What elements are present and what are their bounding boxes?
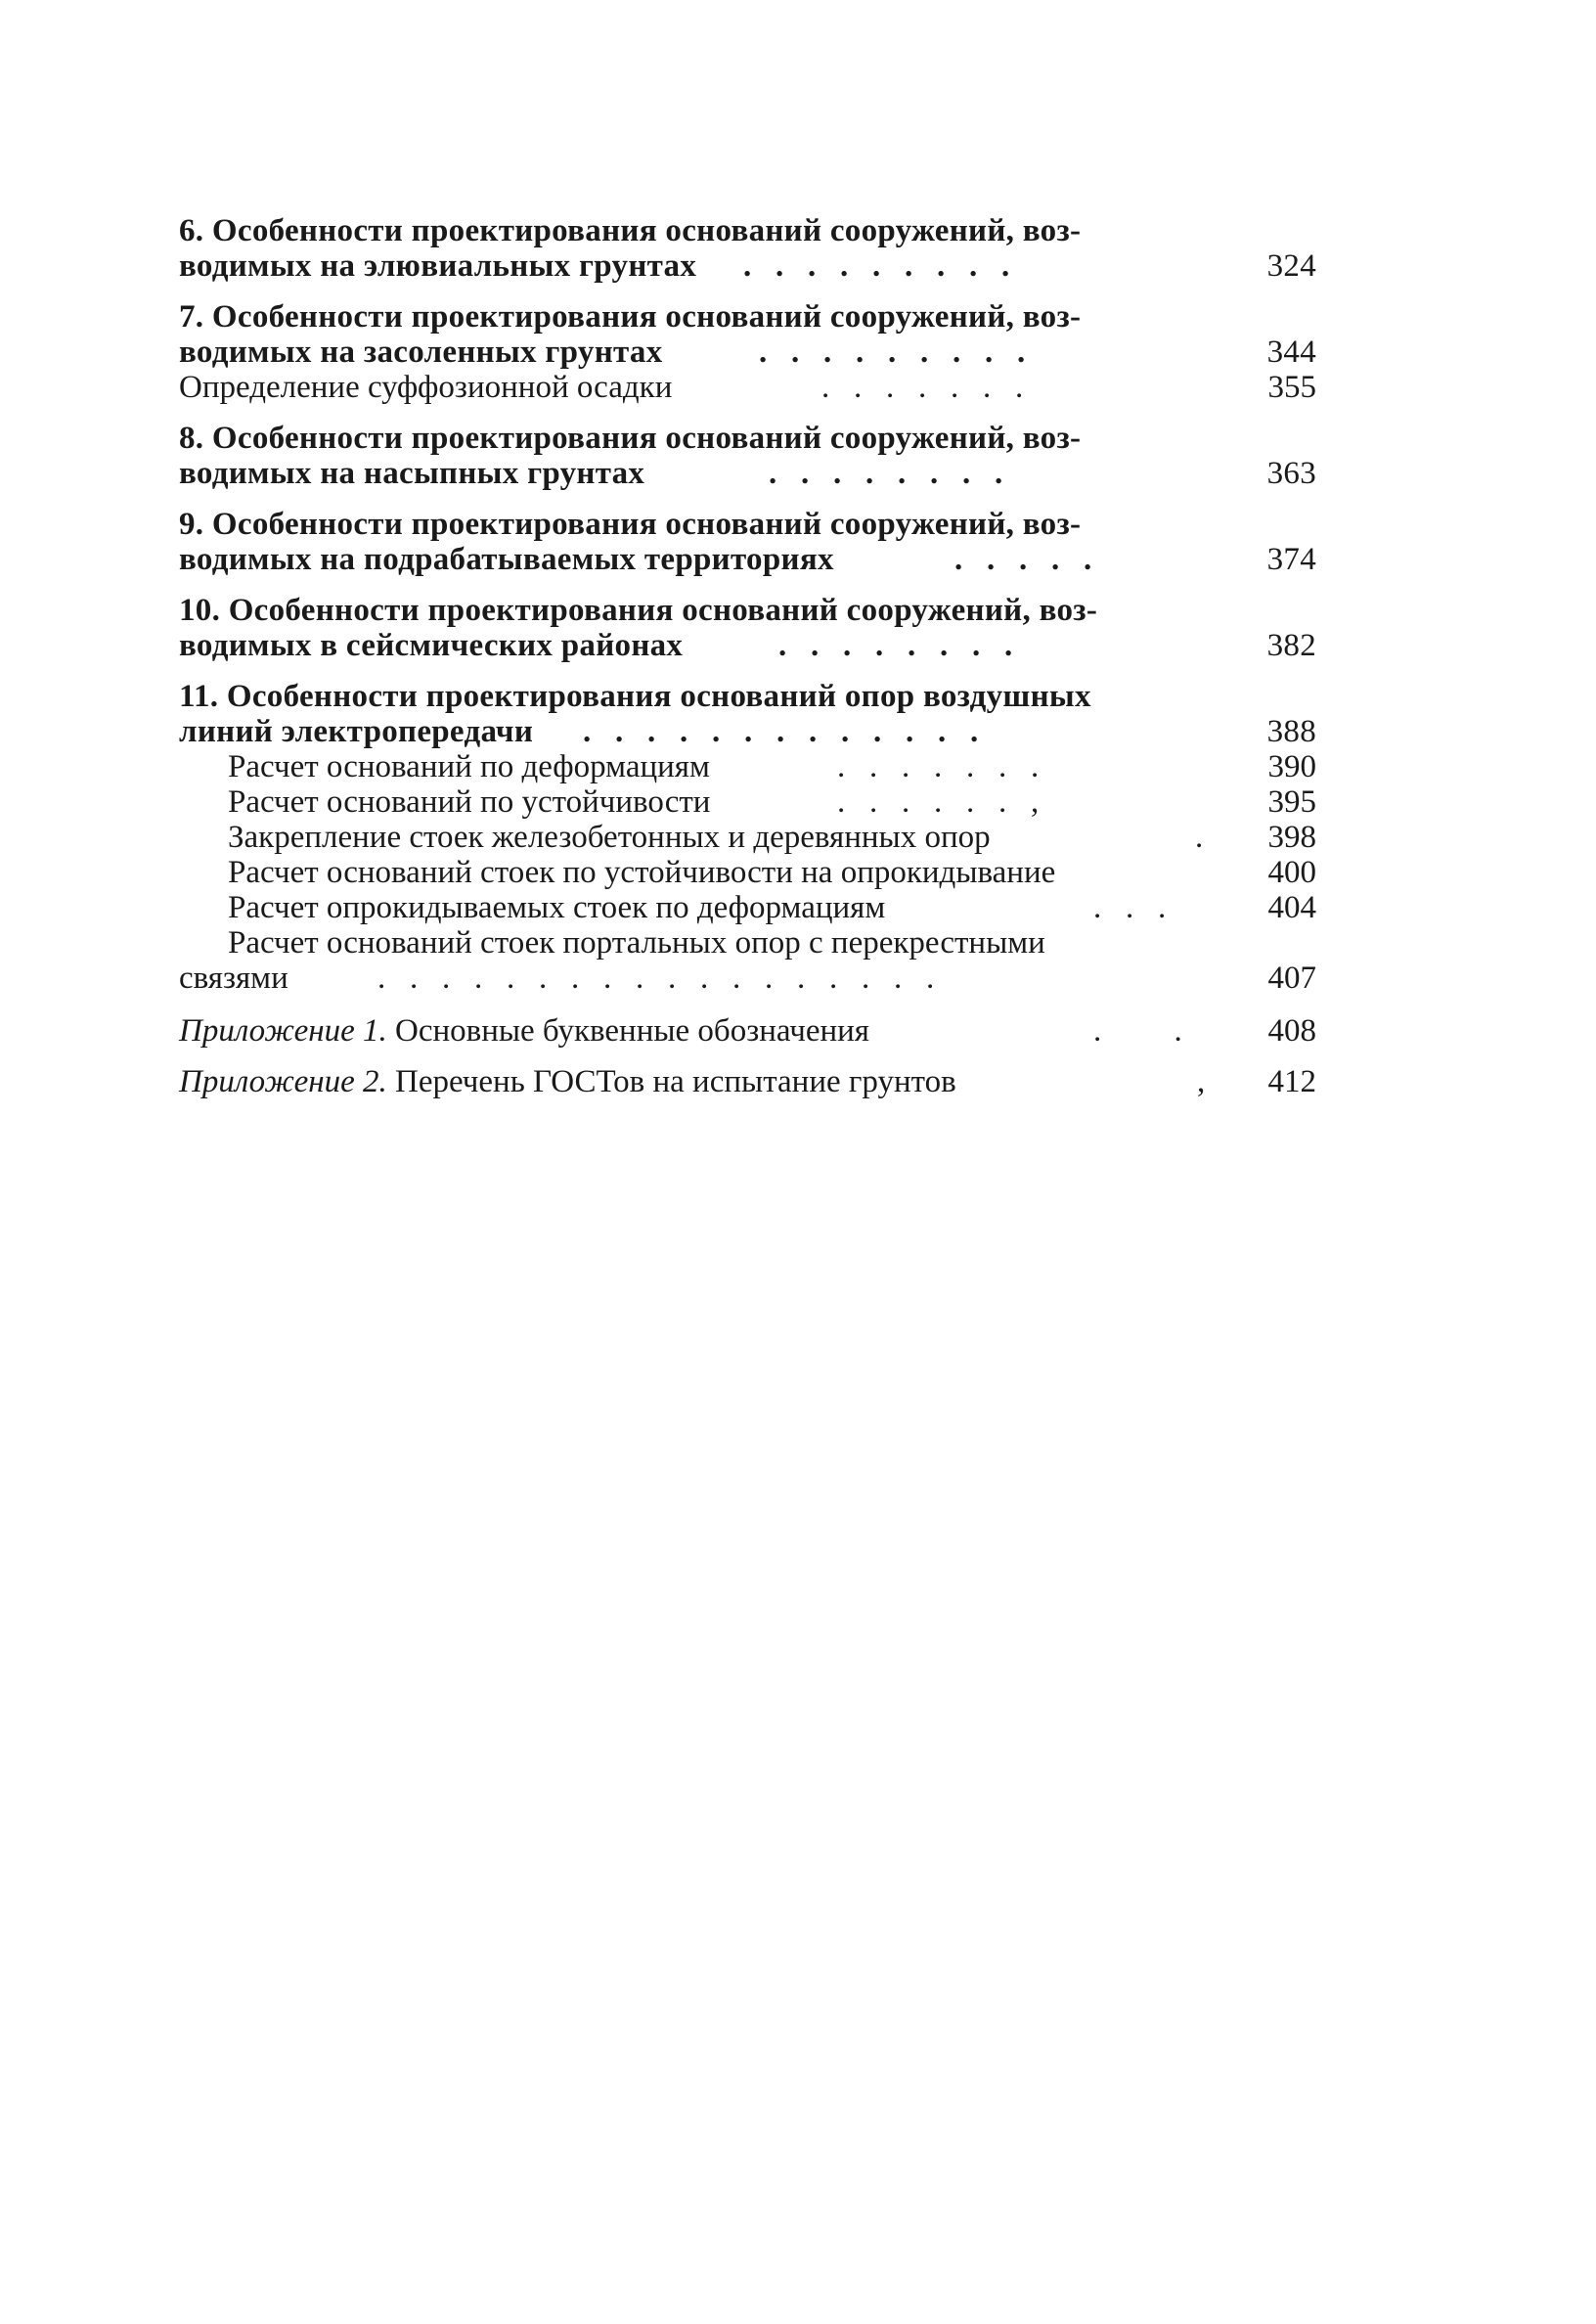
leader-dots: . . . . . . . . [778,628,1013,663]
leader-dots: . . . . . [954,542,1092,577]
toc-entry-title: 7. Особенности проектирования оснований сооружений, воз- [179,299,1082,335]
page-number: 374 [1266,542,1316,577]
leader-dots: . . . . . . , [837,784,1040,820]
toc-entry-title-cont: водимых в сейсмических районах [179,628,684,663]
appendix-title: Перечень ГОСТов на испытание грунтов [394,1064,956,1099]
leader-dots: . . . . . . . [821,370,1024,405]
page-number: 404 [1267,890,1316,925]
appendix-label: Приложение 1. [179,1013,387,1049]
page-number: 400 [1267,855,1316,890]
toc-entry-title-cont: водимых на насыпных грунтах [179,456,645,491]
appendix-entry [179,1064,956,1099]
toc-entry-title: 8. Особенности проектирования оснований сооружений, воз- [179,421,1082,456]
leader-dots: . . . . . . . . . [759,335,1026,370]
toc-entry-title: 9. Особенности проектирования оснований сооружений, воз- [179,507,1082,542]
page-number: 355 [1267,370,1316,405]
leader-dots: . . . . . . . [837,749,1040,784]
toc-entry-title-cont: линий электропередачи [179,714,534,749]
toc-subentry-title: Определение суффозионной осадки [179,370,673,405]
toc-entry-title: 10. Особенности проектирования оснований сооружений, воз- [179,593,1098,628]
toc-entry-title-cont: водимых на засоленных грунтах [179,335,663,370]
toc-subentry-title-cont: связями [179,961,288,996]
page-number: 390 [1267,749,1316,784]
page-number: 344 [1266,335,1316,370]
toc-entry-title: 11. Особенности проектирования оснований опор воздушных [179,679,1091,714]
appendix-title: Основные буквенные обозначения [394,1013,869,1049]
leader-dots: . . [1093,1013,1182,1049]
leader-dots: . . . . . . . . [769,456,1003,491]
page-number: 382 [1266,628,1316,663]
toc-subentry-title: Расчет оснований по деформациям [228,749,710,784]
leader-dots: , [1197,1064,1206,1099]
page-number: 398 [1267,820,1316,855]
toc-subentry-title: Расчет оснований по устойчивости [228,784,711,820]
toc-entry-title-cont: водимых на элювиальных грунтах [179,248,697,284]
toc-entry-title: 6. Особенности проектирования оснований сооружений, воз- [179,213,1082,248]
leader-dots: . . . . . . . . . [743,248,1010,284]
leader-dots: . . . . . . . . . . . . . . . . . . [377,961,935,996]
appendix-entry [179,1013,869,1049]
leader-dots: . [1195,820,1204,855]
toc-subentry-title: Расчет оснований стоек портальных опор с перекрестными [228,925,1045,961]
toc-subentry-title: Закрепление стоек железобетонных и деревянных опор [228,820,991,855]
leader-dots: . . . [1093,890,1167,925]
page-number: 395 [1267,784,1316,820]
toc-entry-title-cont: водимых на подрабатываемых территориях [179,542,834,577]
page-number: 388 [1266,714,1316,749]
page-number: 324 [1266,248,1316,284]
page-number: 363 [1266,456,1316,491]
toc-subentry-title: Расчет оснований стоек по устойчивости на опрокидывание [228,855,1056,890]
toc-subentry-title: Расчет опрокидываемых стоек по деформациям [228,890,886,925]
page-number: 412 [1267,1064,1316,1099]
page-number: 408 [1267,1013,1316,1049]
appendix-label: Приложение 2. [179,1064,387,1099]
page-number: 407 [1267,961,1316,996]
leader-dots: . . . . . . . . . . . . . [583,714,979,749]
